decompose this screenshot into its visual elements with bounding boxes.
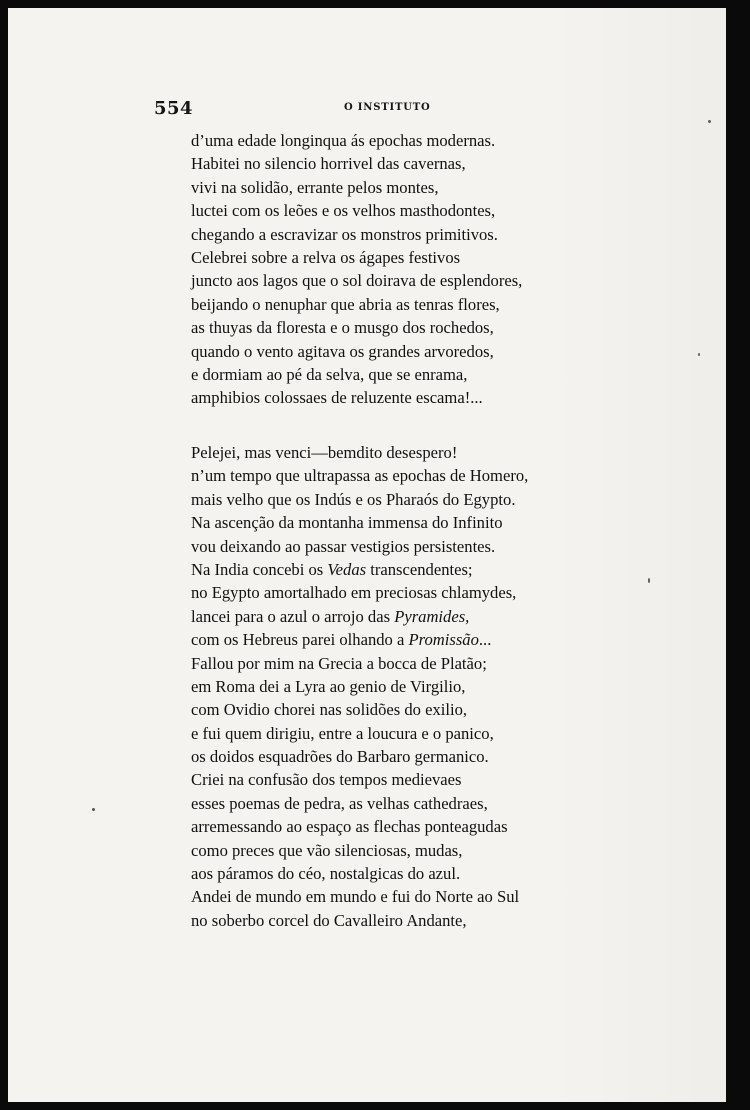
poem-line-text: lancei para o azul o arrojo das (191, 606, 395, 626)
poem-line: Andei de mundo em mundo e fui do Norte ao Sul (191, 887, 520, 907)
poem-line: luctei com os leões e os velhos masthodontes, (191, 201, 496, 221)
poem-line: aos páramos do céo, nostalgicas do azul. (191, 864, 461, 884)
poem-line: n’um tempo que ultrapassa as epochas de Homero, (191, 466, 529, 486)
poem-line: beijando o nenuphar que abria as tenras flores, (191, 294, 500, 314)
poem-line: com Ovidio chorei nas solidões do exilio, (191, 700, 468, 720)
poem-line: esses poemas de pedra, as velhas cathedraes, (191, 793, 488, 813)
poem-line: vou deixando ao passar vestigios persistentes. (191, 536, 496, 556)
poem-line-text: ... (478, 630, 492, 650)
italic-title: Promissão (408, 630, 479, 650)
poem-line: no Egypto amortalhado em preciosas chlamydes, (191, 583, 517, 603)
poem-line: como preces que vão silenciosas, mudas, (191, 840, 463, 860)
poem-line: juncto aos lagos que o sol doirava de esplendores, (191, 271, 523, 291)
poem-line: arremessando ao espaço as flechas ponteagudas (191, 817, 508, 837)
poem-line: as thuyas da floresta e o musgo dos rochedos, (191, 318, 494, 338)
poem-line-text: Na India concebi os (191, 559, 328, 579)
poem-line: vivi na solidão, errante pelos montes, (191, 177, 439, 197)
poem-line (191, 558, 631, 581)
paper-speck (698, 353, 700, 356)
italic-title: Vedas (327, 559, 367, 579)
poem-line: quando o vento agitava os grandes arvoredos, (191, 341, 494, 361)
paper-speck (92, 808, 95, 811)
poem-stanza-2 (191, 441, 631, 932)
poem-line: amphibios colossaes de reluzente escama!... (191, 388, 483, 408)
page-number: 554 (154, 98, 194, 119)
paper-speck (648, 578, 650, 583)
poem-line-text: transcendentes; (366, 559, 473, 579)
poem-line: chegando a escravizar os monstros primitivos. (191, 224, 498, 244)
poem-line: e dormiam ao pé da selva, que se enrama, (191, 364, 468, 384)
poem-line: Fallou por mim na Grecia a bocca de Platão; (191, 653, 487, 673)
poem-line: no soberbo corcel do Cavalleiro Andante, (191, 910, 467, 930)
running-head: O INSTITUTO (344, 102, 431, 113)
poem-line: em Roma dei a Lyra ao genio de Virgilio, (191, 676, 466, 696)
poem-line: Habitei no silencio horrivel das cavernas, (191, 154, 466, 174)
poem-line: Na ascenção da montanha immensa do Infinito (191, 513, 503, 533)
italic-title: Pyramides, (394, 606, 470, 626)
poem-line: Celebrei sobre a relva os ágapes festivos (191, 247, 461, 267)
poem-line: e fui quem dirigiu, entre a loucura e o panico, (191, 723, 494, 743)
poem-line: Pelejei, mas venci—bemdito desespero! (191, 443, 458, 462)
poem-line: d’uma edade longinqua ás epochas modernas. (191, 131, 496, 150)
poem-line (191, 628, 631, 651)
poem-stanza-1 (191, 129, 631, 410)
book-page (8, 8, 726, 1102)
poem-line: mais velho que os Indús e os Pharaós do Egypto. (191, 489, 516, 509)
poem-line: Criei na confusão dos tempos medievaes (191, 770, 462, 790)
poem-line: os doidos esquadrões do Barbaro germanico. (191, 747, 489, 767)
page-header (154, 98, 574, 120)
paper-speck (708, 120, 711, 123)
poem-line-text: com os Hebreus parei olhando a (191, 630, 409, 650)
poem-line (191, 605, 631, 628)
